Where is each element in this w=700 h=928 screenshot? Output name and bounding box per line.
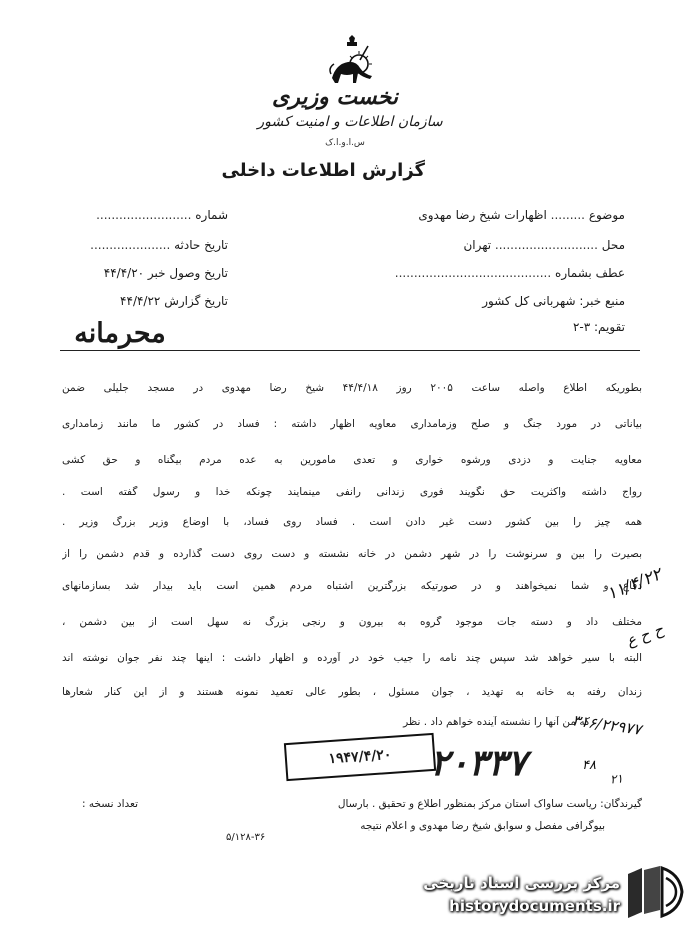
reference-field [395,266,625,280]
handwritten-small-number: ۴۸ [582,758,596,773]
body-line: رواج داشته واکثریت حق نگویند فوری زندانی رانفی مینمایند چونکه خدا و رسول گفته است . [62,486,642,498]
source-value: شهربانی کل کشور [482,294,576,308]
body-line: بصیرت را بین و سرنوشت را در شهر دشمن در خانه نشسته و دست روی دست گذارده و قدم دشمن را از [62,548,642,560]
watermark-center-name: مرکز بررسی اسناد تاریخی [423,874,620,892]
watermark-site: historydocuments.ir [449,897,620,915]
received-date-value: ۴۴/۴/۲۰ [103,266,145,280]
incident-date-label: تاریخ حادثه [174,238,228,252]
header-divider [60,350,640,351]
file-reference: ۵/۱۲۸-۳۶ [226,832,266,843]
received-date-field [104,266,228,280]
recipients-row [82,798,642,810]
subject-label: موضوع [588,208,625,222]
reference-dots: ......................................... [394,266,552,280]
source-label: منبع خبر: [579,294,625,308]
body-line: همه چیز را بین کشور دست غیر دادن است . فساد روی فساد، با اوضاع وزیر بزرگ وزیر . [62,516,642,528]
body-line: بیاناتی در مورد جنگ و صلح وزمامداری معاویه اظهار داشته : فساد در کشور ما مانند زمامداری [62,418,642,430]
number-label: شماره [195,208,228,222]
subject-dots: ......... [550,208,585,222]
incident-date-dots: ..................... [90,238,171,252]
subject-value: اظهارات شیخ رضا مهدوی [418,208,547,222]
body-line: مختلف داد و دسته جات موجود گروه به بیرون و رنجی بزرگ نه سهل است از بین دشمن ، [62,616,642,628]
reference-label: عطف بشماره [555,266,625,280]
number-field [96,208,228,222]
incident-date-field [90,238,228,252]
number-dots: ......................... [96,208,192,222]
classification-stamp: محرمانه [74,318,166,349]
place-field [463,238,625,252]
document-number: ۲۰۳۳۷ [430,742,527,784]
body-line: معاویه جنایت و دزدی ورشوه خواری و تعدی مامورین به عده مردم بیگناه و حق کشی [62,454,642,466]
report-date-value: ۴۴/۴/۲۲ [120,294,161,308]
calendar-label: تقویم: [594,320,625,334]
place-value: تهران [463,238,492,252]
date-stamp-text: ۱۹۴۷/۴/۲۰ [328,746,392,768]
handwritten-page-mark: ۲۱ [609,771,624,787]
place-dots: ........................... [494,238,598,252]
recipients-text [338,798,642,810]
recipients-value: ریاست ساواک استان مرکز بمنظور اطلاع و تحقیق . بارسال [337,798,597,810]
report-title: گزارش اطلاعات داخلی [221,160,425,181]
body-line: دفاع و شما نمیخواهند و در صورتیکه بزرگترین اشتباه مردم همین است باید بیدار شد بسازمانهای [62,580,642,592]
archive-logo-icon [622,864,686,920]
handwritten-initials: ح ح ع [624,620,666,650]
handwritten-date: ۱۱/۴/۲۲ [604,564,665,605]
copies-label: تعداد نسخه : [82,798,139,810]
body-line: بطوریکه اطلاع واصله ساعت ۲۰۰۵ روز ۴۴/۴/۱۸ شیخ رضا مهدوی در مسجد جلیلی ضمن [62,382,642,394]
organization-name: سازمان اطلاعات و امنیت کشور [257,114,443,130]
result-request: بیوگرافی مفصل و سوابق شیخ رضا مهدوی و اعلام نتیجه [360,820,605,832]
report-date-field [120,294,228,308]
organization-code: س.ا.و.ا.ک [325,138,365,148]
handwritten-archive-number: ۳۱۶/۲۲۹۷۷ [571,711,643,739]
subject-field [418,208,625,222]
body-line: البته با سیر خواهد شد سپس چند نامه را جیب خود در آورده و اظهار داشت : اینها چند نفر جوان نوشته اند [62,652,642,664]
received-date-label: تاریخ وصول خبر [147,266,228,280]
calendar-field [573,320,625,334]
government-title: نخست وزیری [272,84,398,110]
date-stamp [284,733,436,781]
body-line: زندان رفته به خانه به تهدید ، جوان مسئول ، بطور عالی تعمید نمونه هستند و از این کنار شعارها [62,686,642,698]
source-field [482,294,625,308]
calendar-value: ۳-۲ [572,320,591,334]
body-line: که من آنها را نشسته آینده خواهم داد . نظر [403,716,590,728]
report-date-label: تاریخ گزارش [164,294,228,308]
place-label: محل [601,238,625,252]
recipients-label: گیرندگان: [600,798,642,810]
